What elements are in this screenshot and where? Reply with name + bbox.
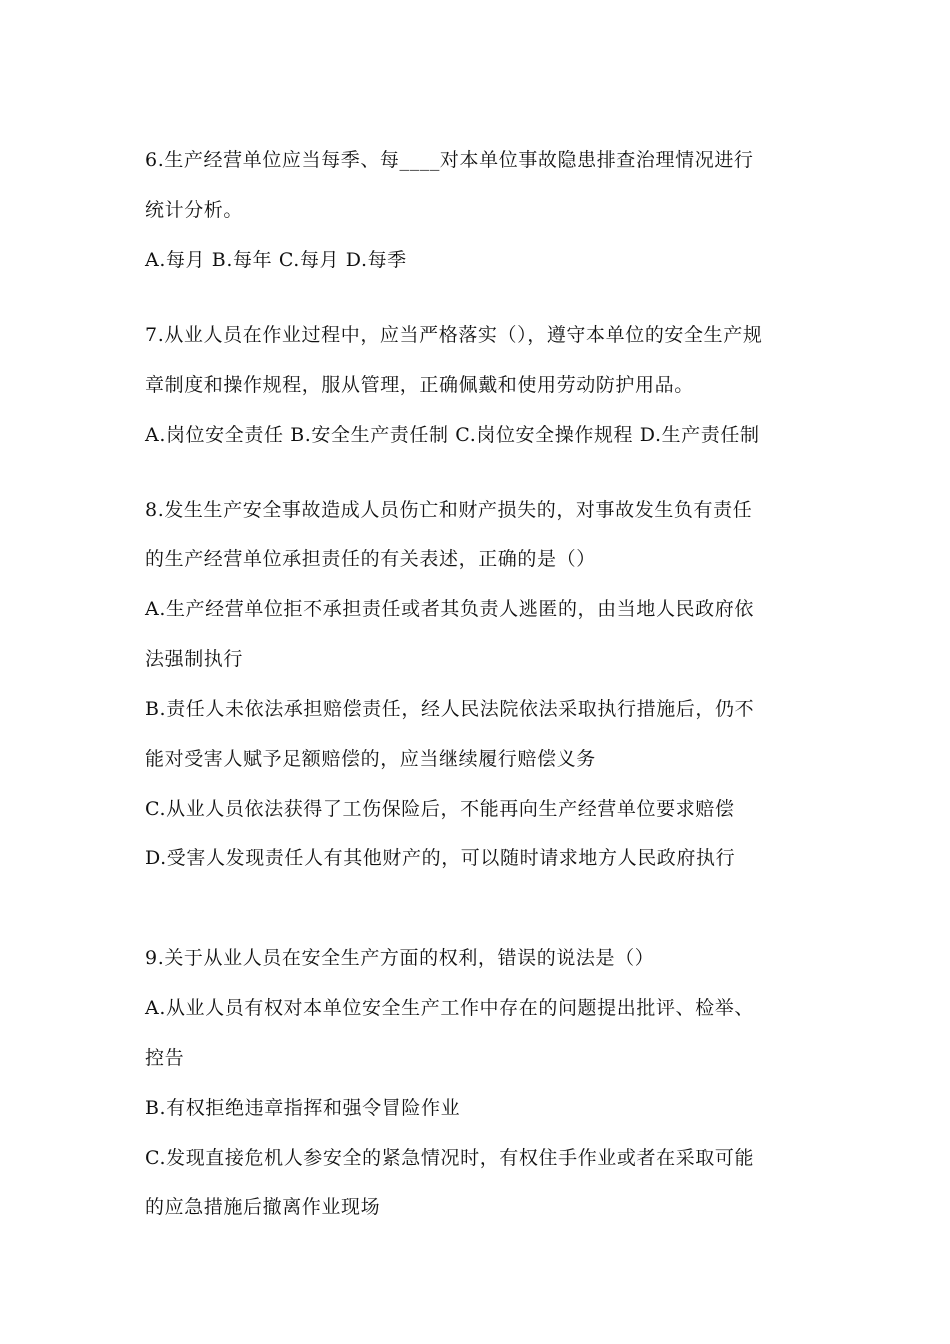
question-8-option-a-line-2: 法强制执行 (145, 648, 244, 670)
question-6-stem-line-2: 统计分析。 (145, 199, 244, 221)
question-9-option-c-line-1: C.发现直接危机人参安全的紧急情况时，有权住手作业或者在采取可能 (145, 1147, 755, 1169)
question-8-option-b-line-1: B.责任人未依法承担赔偿责任，经人民法院依法采取执行措施后，仍不 (145, 698, 755, 720)
question-8-option-d: D.受害人发现责任人有其他财产的，可以随时请求地方人民政府执行 (145, 847, 736, 869)
question-6-options: A.每月 B.每年 C.每月 D.每季 (145, 249, 407, 271)
question-8-stem-line-1: 8.发生生产安全事故造成人员伤亡和财产损失的，对事故发生负有责任 (145, 499, 753, 521)
question-9-option-a-line-2: 控告 (145, 1047, 185, 1069)
question-7-stem-line-1: 7.从业人员在作业过程中，应当严格落实（），遵守本单位的安全生产规 (145, 324, 763, 346)
question-9-option-b: B.有权拒绝违章指挥和强令冒险作业 (145, 1097, 461, 1119)
question-7-options: A.岗位安全责任 B.安全生产责任制 C.岗位安全操作规程 D.生产责任制 (145, 424, 760, 446)
question-8-option-a-line-1: A.生产经营单位拒不承担责任或者其负责人逃匿的，由当地人民政府依 (145, 598, 754, 620)
question-6-stem-line-1: 6.生产经营单位应当每季、每____对本单位事故隐患排查治理情况进行 (145, 149, 754, 171)
question-9-option-a-line-1: A.从业人员有权对本单位安全生产工作中存在的问题提出批评、检举、 (145, 997, 754, 1019)
question-7-stem-line-2: 章制度和操作规程，服从管理，正确佩戴和使用劳动防护用品。 (145, 374, 694, 396)
question-9-stem: 9.关于从业人员在安全生产方面的权利，错误的说法是（） (145, 947, 655, 969)
question-9-option-c-line-2: 的应急措施后撤离作业现场 (145, 1196, 381, 1218)
question-8-option-c: C.从业人员依法获得了工伤保险后，不能再向生产经营单位要求赔偿 (145, 798, 735, 820)
question-8-option-b-line-2: 能对受害人赋予足额赔偿的，应当继续履行赔偿义务 (145, 748, 596, 770)
question-8-stem-line-2: 的生产经营单位承担责任的有关表述，正确的是（） (145, 548, 596, 570)
